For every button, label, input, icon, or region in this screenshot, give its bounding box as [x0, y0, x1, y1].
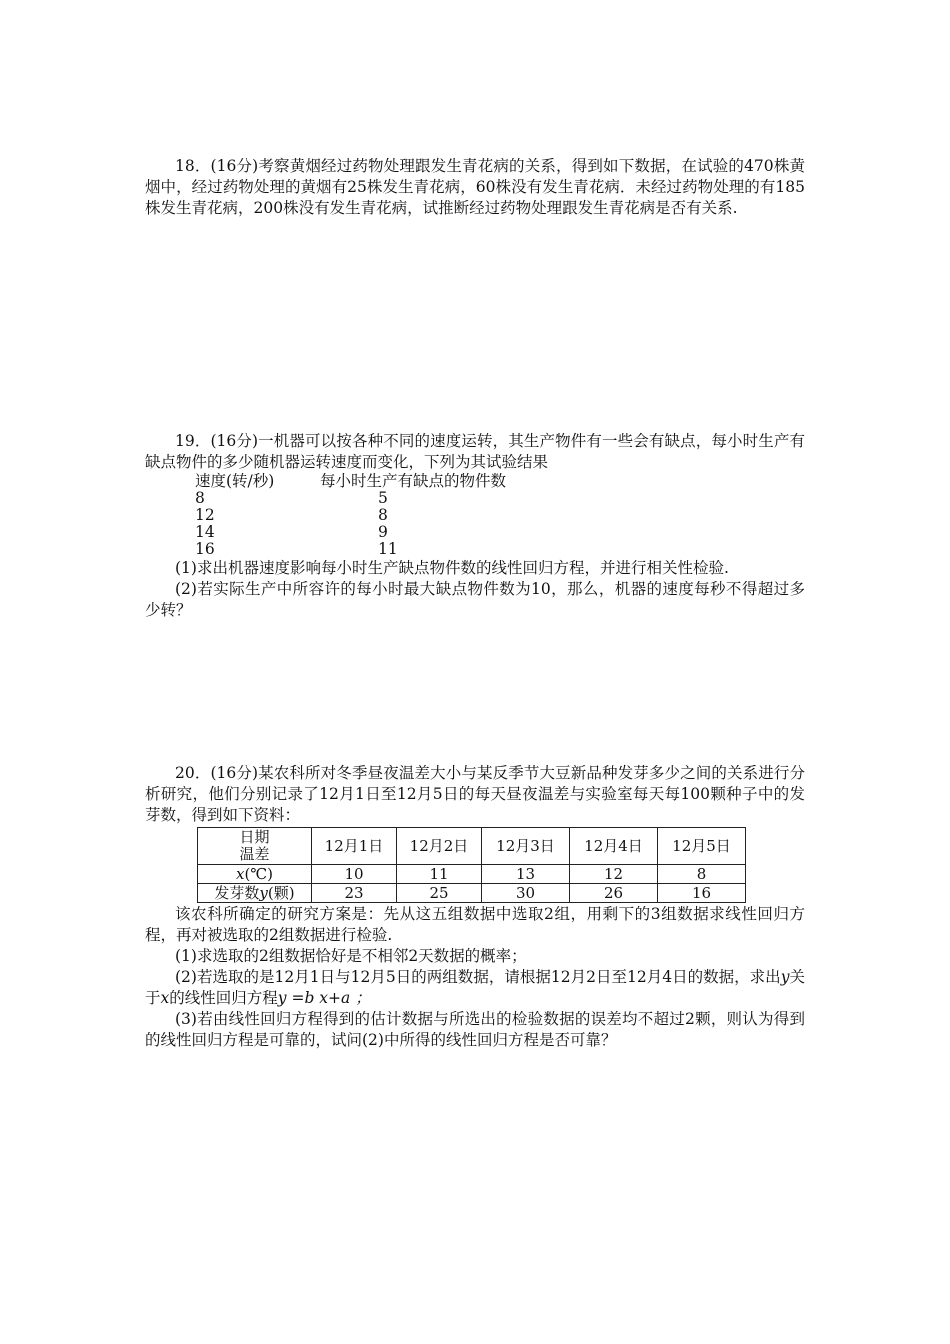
corner-bottom-label: 温差 — [239, 845, 270, 863]
x-value-cell: 10 — [312, 865, 397, 884]
y-value-cell: 16 — [658, 884, 746, 903]
corner-header-cell — [198, 828, 312, 865]
question-19 — [145, 431, 805, 621]
y-value-cell: 30 — [482, 884, 570, 903]
regression-equation: y =b x+a ； — [277, 989, 371, 1007]
q19-part2: (2)若实际生产中所容许的每小时最大缺点物件数为10，那么，机器的速度每秒不得超过多少转？ — [145, 580, 805, 619]
x-value-cell: 12 — [570, 865, 658, 884]
date-header-cell: 12月3日 — [482, 828, 570, 865]
speed-cell: 8 — [195, 489, 205, 507]
speed-defect-table — [145, 473, 805, 558]
q20-intro: 20．(16分)某农科所对冬季昼夜温差大小与某反季节大豆新品种发芽多少之间的关系进行分析研究，他们分别记录了12月1日至12月5日的每天昼夜温差与实验室每天每100颗种子中的发芽数，得到如下资料： — [145, 764, 805, 824]
q19-intro: 19．(16分)一机器可以按各种不同的速度运转，其生产物件有一些会有缺点，每小时生产有缺点物件的多少随机器运转速度而变化，下列为其试验结果 — [145, 432, 805, 471]
corner-top-label: 日期 — [239, 828, 270, 846]
date-header-cell: 12月1日 — [312, 828, 397, 865]
defect-cell: 8 — [378, 506, 388, 524]
table-row — [198, 865, 746, 884]
speed-header: 速度(转/秒) — [195, 472, 275, 490]
q20-plan: 该农科所确定的研究方案是：先从这五组数据中选取2组，用剩下的3组数据求线性回归方程，再对被选取的2组数据进行检验. — [145, 905, 805, 944]
q18-text: 18．(16分)考察黄烟经过药物处理跟发生青花病的关系，得到如下数据，在试验的470株黄烟中，经过药物处理的黄烟有25株发生青花病，60株没有发生青花病．未经过药物处理的有185株发生青花病，200株没有发生青花病，试推断经过药物处理跟发生青花病是否有关系. — [145, 157, 805, 217]
q20-part1: (1)求选取的2组数据恰好是不相邻2天数据的概率； — [175, 947, 527, 965]
table-row — [145, 524, 805, 541]
row-label-x: x(℃) — [198, 865, 312, 884]
table-row — [145, 541, 805, 558]
date-header-cell: 12月2日 — [397, 828, 482, 865]
speed-cell: 16 — [195, 540, 215, 558]
table-row — [145, 507, 805, 524]
defect-header: 每小时生产有缺点的物件数 — [320, 472, 507, 490]
defect-cell: 9 — [378, 523, 388, 541]
x-value-cell: 8 — [658, 865, 746, 884]
question-20 — [145, 763, 805, 1051]
temperature-germination-table — [197, 827, 746, 903]
y-value-cell: 26 — [570, 884, 658, 903]
y-value-cell: 23 — [312, 884, 397, 903]
x-value-cell: 13 — [482, 865, 570, 884]
speed-cell: 12 — [195, 506, 215, 524]
x-value-cell: 11 — [397, 865, 482, 884]
defect-cell: 5 — [378, 489, 388, 507]
table-row — [198, 884, 746, 903]
question-18 — [145, 156, 805, 219]
speed-cell: 14 — [195, 523, 215, 541]
table-row — [145, 490, 805, 507]
date-header-cell: 12月4日 — [570, 828, 658, 865]
y-value-cell: 25 — [397, 884, 482, 903]
q20-part2: (2)若选取的是12月1日与12月5日的两组数据，请根据12月2日至12月4日的数据，求出y关于x的线性回归方程y =b x+a ； — [145, 968, 805, 1007]
date-header-cell: 12月5日 — [658, 828, 746, 865]
q20-part3: (3)若由线性回归方程得到的估计数据与所选出的检验数据的误差均不超过2颗，则认为得到的线性回归方程是可靠的，试问(2)中所得的线性回归方程是否可靠？ — [145, 1010, 805, 1049]
row-label-y: 发芽数y(颗) — [198, 884, 312, 903]
defect-cell: 11 — [378, 540, 398, 558]
q19-part1: (1)求出机器速度影响每小时生产缺点物件数的线性回归方程，并进行相关性检验. — [175, 559, 729, 577]
